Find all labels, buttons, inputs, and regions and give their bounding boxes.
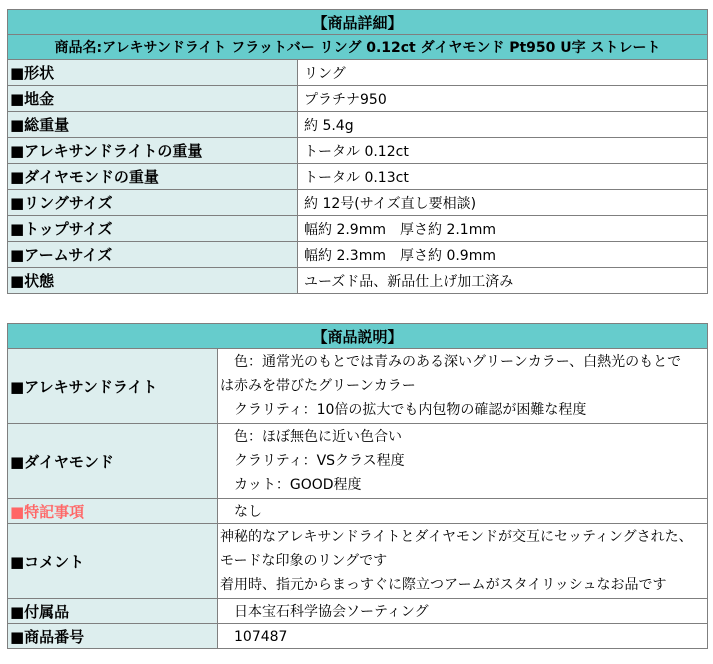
- detail-value: 幅約 2.3mm 厚さ約 0.9mm: [298, 242, 708, 268]
- description-line: モードな印象のリングです: [220, 553, 388, 569]
- detail-value: 約 12号(サイズ直し要相談): [298, 190, 708, 216]
- detail-row-top-size: [8, 216, 708, 242]
- description-label: ■アレキサンドライト: [8, 349, 218, 424]
- description-label: ■ダイヤモンド: [8, 424, 218, 499]
- description-line: 色：ほぼ無色に近い色合い: [220, 429, 402, 445]
- details-table: [7, 9, 708, 294]
- description-value: 107487: [218, 624, 708, 649]
- description-row-special: [8, 499, 708, 524]
- detail-label: ■総重量: [8, 112, 298, 138]
- description-row-item-number: [8, 624, 708, 649]
- detail-row-diamond-weight: [8, 164, 708, 190]
- description-value: [218, 424, 708, 499]
- description-line: 着用時、指元からまっすぐに際立つアームがスタイリッシュなお品です: [220, 577, 667, 593]
- detail-row-condition: [8, 268, 708, 294]
- description-value: なし: [218, 499, 708, 524]
- description-line: クラリティ：VSクラス程度: [220, 453, 405, 469]
- description-line: クラリティ：10倍の拡大でも内包物の確認が困難な程度: [220, 402, 587, 418]
- detail-label: ■リングサイズ: [8, 190, 298, 216]
- description-line: 色：通常光のもとでは青みのある深いグリーンカラー、白熱光のもとで: [220, 354, 682, 370]
- detail-value: プラチナ950: [298, 86, 708, 112]
- detail-label: ■トップサイズ: [8, 216, 298, 242]
- detail-row-ring-size: [8, 190, 708, 216]
- details-header: 【商品詳細】: [8, 10, 708, 35]
- detail-value: 幅約 2.9mm 厚さ約 2.1mm: [298, 216, 708, 242]
- description-label: ■商品番号: [8, 624, 218, 649]
- detail-label: ■地金: [8, 86, 298, 112]
- detail-row-arm-size: [8, 242, 708, 268]
- description-label: ■付属品: [8, 599, 218, 624]
- description-line: は赤みを帯びたグリーンカラー: [220, 378, 416, 394]
- description-value: [218, 349, 708, 424]
- description-header: 【商品説明】: [8, 324, 708, 349]
- description-label: ■コメント: [8, 524, 218, 599]
- detail-label: ■形状: [8, 60, 298, 86]
- description-line: カット：GOOD程度: [220, 477, 362, 493]
- description-table: [7, 323, 708, 649]
- detail-row-shape: [8, 60, 708, 86]
- product-name: 商品名:アレキサンドライト フラットバー リング 0.12ct ダイヤモンド Pt950 U字 ストレート: [8, 35, 708, 60]
- description-row-comment: [8, 524, 708, 599]
- detail-label: ■ダイヤモンドの重量: [8, 164, 298, 190]
- description-row-accessory: [8, 599, 708, 624]
- description-line: 神秘的なアレキサンドライトとダイヤモンドが交互にセッティングされた、: [220, 529, 693, 545]
- description-row-diamond: [8, 424, 708, 499]
- description-label: ■特記事項: [8, 499, 218, 524]
- detail-value: リング: [298, 60, 708, 86]
- description-value: 日本宝石科学協会ソーティング: [218, 599, 708, 624]
- detail-value: トータル 0.13ct: [298, 164, 708, 190]
- detail-row-metal: [8, 86, 708, 112]
- description-value: [218, 524, 708, 599]
- detail-value: トータル 0.12ct: [298, 138, 708, 164]
- detail-row-alexandrite-weight: [8, 138, 708, 164]
- detail-value: ユーズド品、新品仕上げ加工済み: [298, 268, 708, 294]
- detail-label: ■アレキサンドライトの重量: [8, 138, 298, 164]
- detail-value: 約 5.4g: [298, 112, 708, 138]
- description-row-alexandrite: [8, 349, 708, 424]
- detail-label: ■状態: [8, 268, 298, 294]
- detail-label: ■アームサイズ: [8, 242, 298, 268]
- detail-row-total-weight: [8, 112, 708, 138]
